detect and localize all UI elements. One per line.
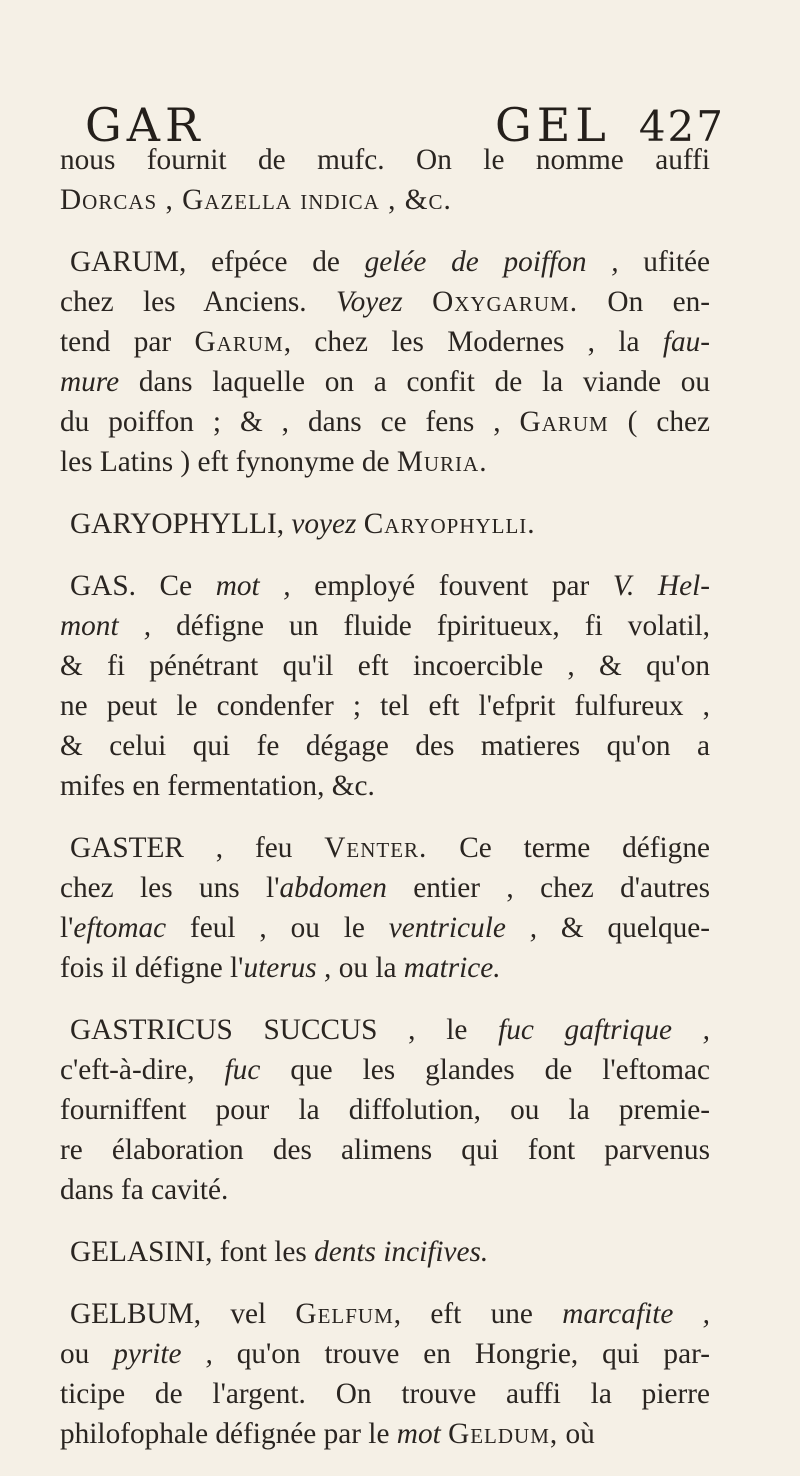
text-line xyxy=(60,180,710,220)
text-line xyxy=(60,1334,710,1374)
text-run: défigne un fluide fpiritueux, fi volatil, xyxy=(151,610,710,642)
italic-text: abdomen xyxy=(279,872,387,904)
italic-text: Voyez xyxy=(335,286,403,318)
text-run: & celui qui fe dégage des matieres qu'on a xyxy=(60,730,710,762)
text-run: du poiffon ; & , dans ce fens , xyxy=(60,406,520,438)
italic-text: pyrite , xyxy=(113,1338,213,1370)
italic-text: marcafite , xyxy=(562,1298,711,1330)
text-line xyxy=(60,1294,710,1334)
text-line xyxy=(60,948,710,988)
text-run: que les glandes de l'eftomac xyxy=(260,1054,710,1086)
text-line xyxy=(60,402,710,442)
header-right-guide-word: GEL xyxy=(494,98,611,152)
small-caps-text: Dorcas , Gazella indica , &c. xyxy=(60,184,452,216)
italic-text: uterus , xyxy=(243,952,332,984)
text-run: chez les Anciens. xyxy=(60,286,336,318)
text-run: fois il défigne l' xyxy=(60,952,244,984)
text-line xyxy=(60,140,710,180)
text-line xyxy=(60,646,710,686)
italic-text: fuc xyxy=(224,1054,261,1086)
italic-text: fuc gaftrique , xyxy=(498,1014,710,1046)
text-line xyxy=(60,1090,710,1130)
text-run xyxy=(356,508,363,540)
header-left-guide-word: GAR xyxy=(85,98,205,152)
text-run: GELBUM, vel xyxy=(70,1298,296,1330)
page-body-text xyxy=(60,140,710,1476)
text-run: ou xyxy=(60,1338,114,1370)
italic-text: fau- xyxy=(662,326,711,358)
text-run: dans laquelle on a confit de la viande ou xyxy=(119,366,710,398)
text-run: fourniffent pour la diffolution, ou la premie- xyxy=(60,1094,710,1126)
italic-text: ventricule , xyxy=(388,912,538,944)
text-run: GARUM, efpéce de xyxy=(70,246,365,278)
text-line xyxy=(60,242,710,282)
small-caps-text: Muria. xyxy=(396,446,488,478)
text-run: ufitée xyxy=(618,246,710,278)
text-run: philofophale défignée par le xyxy=(60,1418,397,1450)
text-line xyxy=(60,322,710,362)
italic-text: dents incifives. xyxy=(314,1236,489,1268)
italic-text: mot xyxy=(396,1418,441,1450)
text-run: Ce terme défigne xyxy=(427,832,710,864)
text-run: , eft une xyxy=(393,1298,563,1330)
italic-text: mot , xyxy=(215,570,291,602)
text-line xyxy=(60,828,710,868)
text-run: GAS. Ce xyxy=(70,570,216,602)
text-line xyxy=(60,908,710,948)
text-run: feul , ou le xyxy=(166,912,389,944)
text-run: , chez les Modernes , la xyxy=(283,326,663,358)
text-line xyxy=(60,686,710,726)
text-run: GARYOPHYLLI, xyxy=(70,508,292,540)
italic-text: mont , xyxy=(60,610,152,642)
text-run: GASTRICUS SUCCUS , le xyxy=(70,1014,499,1046)
text-run: & quelque- xyxy=(537,912,711,944)
text-run: qu'on trouve en Hongrie, qui par- xyxy=(212,1338,711,1370)
text-run: les Latins ) eft fynonyme de xyxy=(60,446,397,478)
italic-text: matrice. xyxy=(403,952,501,984)
text-run: GASTER , feu xyxy=(70,832,325,864)
text-line xyxy=(60,1050,710,1090)
text-line xyxy=(60,1130,710,1170)
text-line xyxy=(60,442,710,482)
small-caps-text: Garum xyxy=(519,406,609,438)
italic-text: voyez xyxy=(291,508,357,540)
text-line xyxy=(60,1170,710,1210)
small-caps-text: Garum xyxy=(194,326,284,358)
small-caps-text: Oxygarum. xyxy=(432,286,579,318)
text-run: l' xyxy=(60,912,74,944)
text-run xyxy=(441,1418,448,1450)
dictionary-entry xyxy=(60,504,710,544)
text-run: chez les uns l' xyxy=(60,872,280,904)
text-line xyxy=(60,566,710,606)
text-line xyxy=(60,282,710,322)
text-run: où xyxy=(558,1418,595,1450)
italic-text: gelée de poiffon , xyxy=(364,246,619,278)
text-run: re élaboration des alimens qui font parvenus xyxy=(60,1134,710,1166)
text-line xyxy=(60,504,710,544)
dictionary-entry xyxy=(60,140,710,220)
dictionary-entry xyxy=(60,1232,710,1272)
dictionary-entry xyxy=(60,566,710,806)
small-caps-text: Venter. xyxy=(324,832,428,864)
small-caps-text: Gelfum xyxy=(295,1298,394,1330)
dictionary-entry xyxy=(60,242,710,482)
text-line xyxy=(60,1232,710,1272)
page-number: 427 xyxy=(638,102,725,151)
text-line xyxy=(60,766,710,806)
text-run: dans fa cavité. xyxy=(60,1174,229,1206)
dictionary-entry xyxy=(60,828,710,988)
text-run: employé fouvent par xyxy=(290,570,613,602)
text-run xyxy=(403,286,432,318)
text-run: ticipe de l'argent. On trouve auffi la pierre xyxy=(60,1378,710,1410)
text-run: GELASINI, font les xyxy=(70,1236,315,1268)
small-caps-text: Caryophylli. xyxy=(363,508,536,540)
text-run: tend par xyxy=(60,326,195,358)
text-run: ne peut le condenfer ; tel eft l'efprit fulfureux , xyxy=(60,690,710,722)
small-caps-text: Geldum, xyxy=(448,1418,559,1450)
text-run: On en- xyxy=(578,286,710,318)
text-line xyxy=(60,606,710,646)
dictionary-entry xyxy=(60,1010,710,1210)
text-run: & fi pénétrant qu'il eft incoercible , & qu'on xyxy=(60,650,710,682)
italic-text: mure xyxy=(60,366,120,398)
text-run: entier , chez d'autres xyxy=(386,872,710,904)
text-run: c'eft-à-dire, xyxy=(60,1054,225,1086)
text-line xyxy=(60,726,710,766)
italic-text: V. Hel- xyxy=(612,570,710,602)
text-line xyxy=(60,1414,710,1454)
dictionary-entry xyxy=(60,1294,710,1454)
text-line xyxy=(60,362,710,402)
text-run: nous fournit de mufc. On le nomme auffi xyxy=(60,144,710,176)
text-line xyxy=(60,1010,710,1050)
text-line xyxy=(60,868,710,908)
text-line xyxy=(60,1374,710,1414)
italic-text: eftomac xyxy=(73,912,167,944)
text-run: mifes en fermentation, &c. xyxy=(60,770,375,802)
text-run: ( chez xyxy=(608,406,710,438)
text-run: ou la xyxy=(331,952,404,984)
